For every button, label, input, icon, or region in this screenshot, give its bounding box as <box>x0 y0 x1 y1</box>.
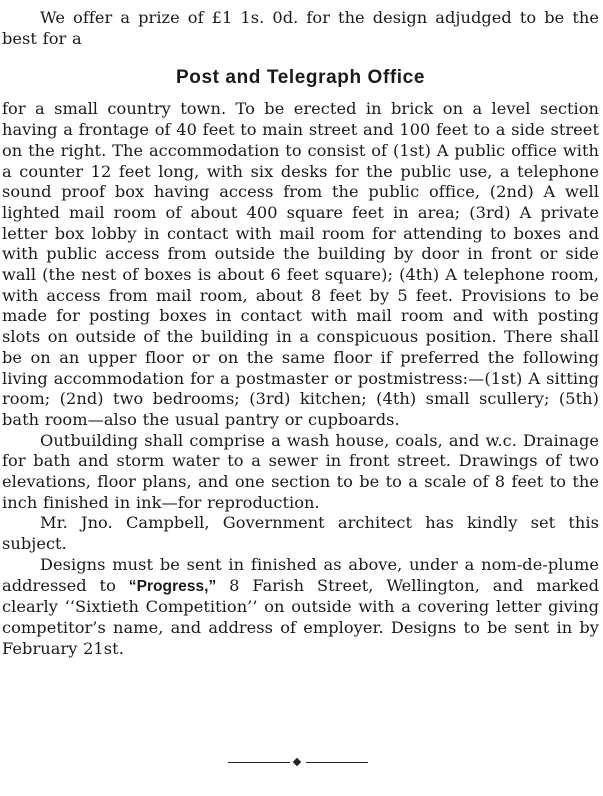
outbuilding-paragraph: Outbuilding shall comprise a wash house, coals, and w.c. Drainage for bath and storm water to a sewer in front street. Drawings of two elevations, floor plans, and one section to be to a scale of 8 feet to the inch finished in ink—for reproduction. <box>2 430 599 512</box>
article <box>2 8 599 659</box>
article-title: Post and Telegraph Office <box>175 67 426 89</box>
accommodation-paragraph: for a small country town. To be erected in brick on a level section having a frontage of 40 feet to main street and 100 feet to a side street on the right. The accommodation to consist of (1st) A public office with a counter 12 feet long, with six desks for the public use, a telephone sound proof box having access from the public office, (2nd) A well lighted mail room of about 400 square feet in area; (3rd) A private letter box lobby in contact with mail room for attending to boxes and with public access from outside the building by door in front or side wall (the nest of boxes is about 6 feet square); (4th) A telephone room, with access from mail room, about 8 feet by 5 feet. Provisions to be made for posting boxes in contact with mail room and with posting slots on outside of the building in a conspicuous position. There shall be on an upper floor or on the same floor if preferred the following living accommodation for a postmaster or postmistress:—(1st) A sitting room; (2nd) two bedrooms; (3rd) kitchen; (4th) small scullery; (5th) bath room—also the usual pantry or cupboards. <box>2 99 599 429</box>
divider-line-left <box>228 762 290 763</box>
designs-text-before: Designs must be sent in finished as above, under a nom-de-plume addressed to <box>2 554 599 595</box>
progress-name: “Progress,” <box>128 577 217 595</box>
intro-paragraph: We offer a prize of £1 1s. 0d. for the design adjudged to be the best for a <box>2 8 599 48</box>
divider-diamond-icon <box>293 758 301 766</box>
section-divider <box>228 758 368 768</box>
designs-paragraph <box>2 555 599 660</box>
architect-paragraph: Mr. Jno. Campbell, Government architect has kindly set this subject. <box>2 513 599 554</box>
divider-line-right <box>306 762 368 763</box>
designs-text-after: 8 Farish Street, Wellington, and marked clearly ‘‘Sixtieth Competition’’ on outside with a covering letter giving competitor’s name, and address of employer. Designs to be sent in by February 21st. <box>2 575 599 658</box>
